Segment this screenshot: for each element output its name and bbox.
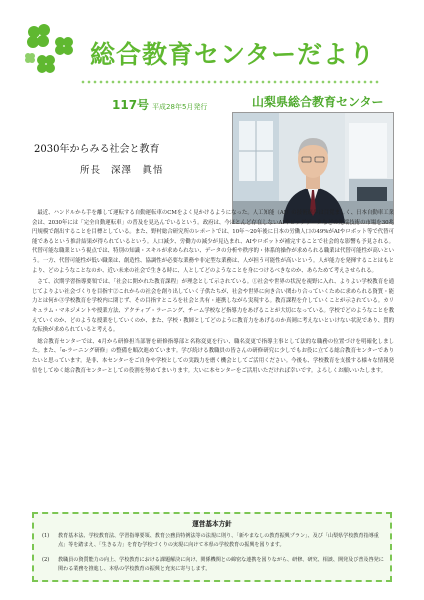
article-body bbox=[32, 209, 394, 378]
policy-item-number: (2) bbox=[42, 557, 50, 563]
article-title: 2030年からみる社会と教育 bbox=[34, 144, 160, 155]
policy-box bbox=[32, 512, 392, 582]
clover-logo-icon bbox=[20, 20, 76, 80]
policy-item-number: (1) bbox=[42, 533, 50, 539]
policy-item-text: 教育基本法、学校教育法、学習指導要領、教育公務員特例法等の法規に則り、「新やまなしの教育振興プラン」、及び「山梨県学校教育指導重点」等を踏まえ、「生きる力」を育む学校づくりの実現に向けて本県の学校教育の振興を図ります。 bbox=[58, 533, 379, 548]
issue-date: 平成28年5月発行 bbox=[152, 103, 208, 111]
policy-item bbox=[42, 556, 384, 574]
dotted-divider bbox=[80, 80, 380, 84]
director-photo bbox=[232, 112, 394, 224]
issue-number: 117号 bbox=[112, 98, 150, 112]
organization-name: 山梨県総合教育センター bbox=[252, 95, 384, 109]
article-paragraph: さて、次期学習指導要領では、「社会に開かれた教育課程」が理念として示されている。①社会や世界の状況を視野に入れ、よりよい学校教育を通じてよりよい社会づくりを目指す②これからの社会を創り出していく子供たちが、社会や世界に向き合い関わり合っていくために求められる資質・能力とは何か③学校教育を学校内に閉じず、その目指すところを社会と共有・連携しながら実現する。教育課程を介していくことが示されている。カリキュラム・マネジメントや授業方法、アクティブ・ラーニング、チーム学校など指導力をあげることが大切になっている。学校でどのようなことを教えていくのか、どのような授業をしていくのか、また、学校・教師としてどのように教育力をあげるのか真剣に考えないといけない状況であり、質的な転換が求められていると考える。 bbox=[32, 279, 394, 334]
newsletter-title: 総合教育センターだより bbox=[90, 40, 376, 69]
article-paragraph: 総合教育センターでは、4月から研修担当部署を研修指導部と名称変更を行い、職名変更で指導主事として法的な職務の位置づけを明確化しました。また、「e-ラーニング研修」の整備を順次進めています。学び続ける教職員の皆さんの研修研究に少しでもお役に立てる総合教育センターでありたいと思っています。是非、本センターをご自身や学校としての実践力を磨く機会としてご活用ください。今後も、学校教育を支援する様々な情報発信をしてゆく総合教育センターとしての役割を努めてまいります。大いに本センターをご活用いただければ幸いです。よろしくお願いいたします。 bbox=[32, 338, 394, 374]
issue-info bbox=[112, 94, 412, 113]
author-name: 深澤 眞悟 bbox=[111, 165, 164, 176]
policy-title: 運営基本方針 bbox=[192, 520, 232, 528]
article-author bbox=[80, 162, 174, 176]
article-paragraph: 最近、ハンドルから手を離して運転する自動運転車のCMをよく見かけるようになった。人工知能（AI）の技術進歩は目覚ましく、日本自動車工業会は、2030年には「完全自動運転車」の普及を見込んでいるという。政府は、今ほとんど存在しないAIやビッグデータなどの先端技術の市場を30兆円規模で創出することを目標としている。また、野村総合研究所のレポートでは、10年～20年後に日本の労働人口の49%がAIやロボット等で代替可能であるという推計結果が得られているという。人口減少、労働力の減少が見込まれ、AIやロボットが補完することで社会的な影響も予見される。代替可能な職業という視点では、特別の知識・スキルが求められない、データの分析や秩序的・体系的操作が求められる職業は代替可能性が高いという。一方、代替可能性が低い職業は、創造性、協調性が必要な業務や非定型な業務は、人が担う可能性が高いという。人が能力を発揮することはもとより、どのようなことなのか、近い未来の社会で生きる時に、人としてどのようなことを身につけるべきなのか、あらためて考えさせられる。 bbox=[32, 210, 394, 274]
policy-item bbox=[42, 532, 384, 550]
policy-item-text: 教職員の資質能力の向上、学校教育における課題解決に向け、関係機関との綿密な連携を図りながら、研修、研究、相談、開発及び普及啓発に関わる業務を推進し、本県の学校教育の振興と充実に寄与します。 bbox=[58, 557, 384, 572]
author-role: 所長 bbox=[80, 165, 102, 176]
